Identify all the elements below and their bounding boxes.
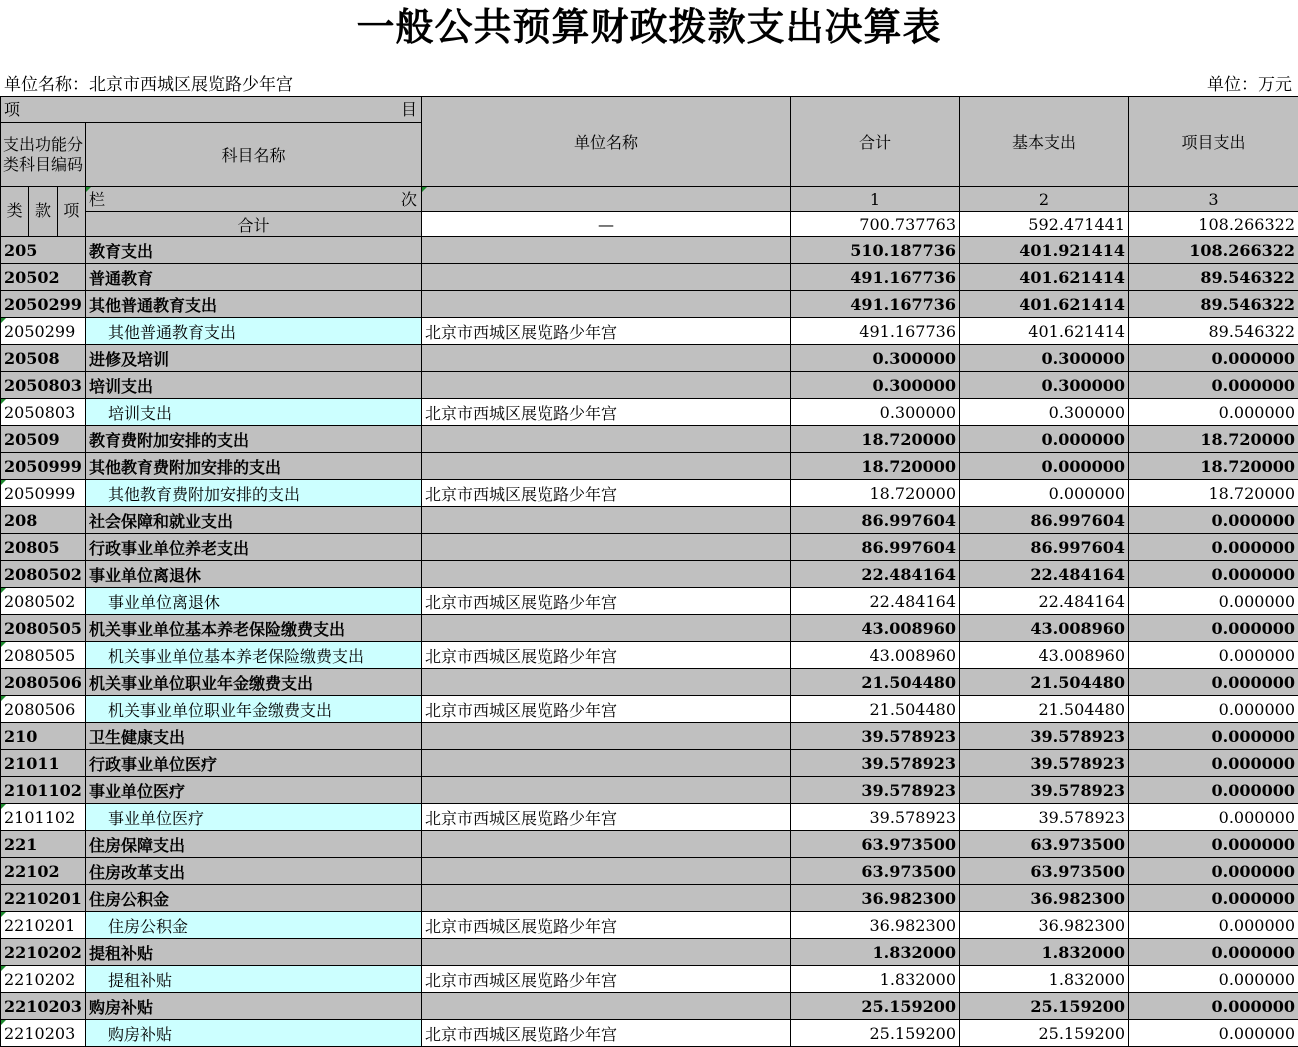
row-unit-name: 北京市西城区展览路少年宫 bbox=[422, 588, 791, 615]
row-subject-name: 社会保障和就业支出 bbox=[86, 507, 422, 534]
header-col-1: 1 bbox=[791, 187, 960, 212]
table-row bbox=[1, 750, 1298, 777]
row-code: 20509 bbox=[1, 426, 86, 453]
row-code: 205 bbox=[1, 237, 86, 264]
row-basic: 86.997604 bbox=[960, 534, 1129, 561]
row-basic: 401.921414 bbox=[960, 237, 1129, 264]
row-basic: 1.832000 bbox=[960, 939, 1129, 966]
row-code: 2101102 bbox=[1, 777, 86, 804]
row-unit-name: 北京市西城区展览路少年宫 bbox=[422, 1020, 791, 1047]
row-code: 21011 bbox=[1, 750, 86, 777]
total-sum: 700.737763 bbox=[791, 212, 960, 237]
row-code: 2080505 bbox=[1, 615, 86, 642]
row-subject-name: 提租补贴 bbox=[86, 939, 422, 966]
row-project: 0.000000 bbox=[1129, 993, 1298, 1020]
row-subject-name: 其他普通教育支出 bbox=[86, 318, 422, 345]
row-basic: 0.300000 bbox=[960, 399, 1129, 426]
row-subject-name: 住房公积金 bbox=[86, 885, 422, 912]
row-project: 108.266322 bbox=[1129, 237, 1298, 264]
row-subject-name: 机关事业单位基本养老保险缴费支出 bbox=[86, 642, 422, 669]
row-basic: 21.504480 bbox=[960, 696, 1129, 723]
row-unit-name bbox=[422, 372, 791, 399]
table-row bbox=[1, 993, 1298, 1020]
row-code: 208 bbox=[1, 507, 86, 534]
row-subject-name: 卫生健康支出 bbox=[86, 723, 422, 750]
row-basic: 401.621414 bbox=[960, 264, 1129, 291]
header-total: 合计 bbox=[791, 97, 960, 187]
table-row bbox=[1, 1020, 1298, 1047]
row-total: 510.187736 bbox=[791, 237, 960, 264]
table-row bbox=[1, 507, 1298, 534]
unit-name-label: 单位名称：北京市西城区展览路少年宫 bbox=[4, 75, 293, 95]
row-code: 2101102 bbox=[1, 804, 86, 831]
row-subject-name: 住房公积金 bbox=[86, 912, 422, 939]
row-subject-name: 购房补贴 bbox=[86, 1020, 422, 1047]
row-total: 18.720000 bbox=[791, 453, 960, 480]
table-row bbox=[1, 615, 1298, 642]
row-code: 2050803 bbox=[1, 399, 86, 426]
table-row bbox=[1, 291, 1298, 318]
row-basic: 39.578923 bbox=[960, 777, 1129, 804]
row-basic: 39.578923 bbox=[960, 804, 1129, 831]
row-unit-name bbox=[422, 291, 791, 318]
header-unit-name: 单位名称 bbox=[422, 97, 791, 187]
header-ci: 次 bbox=[400, 190, 417, 209]
row-subject-name: 其他教育费附加安排的支出 bbox=[86, 480, 422, 507]
row-subject-name: 进修及培训 bbox=[86, 345, 422, 372]
table-row bbox=[1, 723, 1298, 750]
row-code: 221 bbox=[1, 831, 86, 858]
table-row bbox=[1, 939, 1298, 966]
row-unit-name: 北京市西城区展览路少年宫 bbox=[422, 912, 791, 939]
row-unit-name bbox=[422, 939, 791, 966]
row-subject-name: 教育费附加安排的支出 bbox=[86, 426, 422, 453]
total-basic: 592.471441 bbox=[960, 212, 1129, 237]
row-code: 22102 bbox=[1, 858, 86, 885]
row-basic: 0.000000 bbox=[960, 480, 1129, 507]
row-project: 89.546322 bbox=[1129, 291, 1298, 318]
row-subject-name: 提租补贴 bbox=[86, 966, 422, 993]
row-total: 1.832000 bbox=[791, 966, 960, 993]
row-project: 0.000000 bbox=[1129, 777, 1298, 804]
row-code: 2050803 bbox=[1, 372, 86, 399]
header-blank bbox=[422, 187, 791, 212]
row-code: 210 bbox=[1, 723, 86, 750]
row-project: 0.000000 bbox=[1129, 372, 1298, 399]
row-code: 2210202 bbox=[1, 966, 86, 993]
table-row bbox=[1, 912, 1298, 939]
table-row bbox=[1, 696, 1298, 723]
row-total: 491.167736 bbox=[791, 318, 960, 345]
row-project: 0.000000 bbox=[1129, 669, 1298, 696]
row-unit-name bbox=[422, 831, 791, 858]
row-project: 89.546322 bbox=[1129, 264, 1298, 291]
row-subject-name: 购房补贴 bbox=[86, 993, 422, 1020]
row-total: 491.167736 bbox=[791, 264, 960, 291]
row-unit-name bbox=[422, 669, 791, 696]
row-basic: 63.973500 bbox=[960, 831, 1129, 858]
row-basic: 401.621414 bbox=[960, 318, 1129, 345]
row-subject-name: 普通教育 bbox=[86, 264, 422, 291]
row-total: 0.300000 bbox=[791, 399, 960, 426]
row-basic: 25.159200 bbox=[960, 1020, 1129, 1047]
row-project: 0.000000 bbox=[1129, 804, 1298, 831]
row-total: 43.008960 bbox=[791, 615, 960, 642]
header-code: 支出功能分类科目编码 bbox=[1, 123, 86, 187]
row-unit-name: 北京市西城区展览路少年宫 bbox=[422, 318, 791, 345]
row-unit-name bbox=[422, 777, 791, 804]
row-project: 0.000000 bbox=[1129, 1020, 1298, 1047]
row-project: 0.000000 bbox=[1129, 831, 1298, 858]
row-code: 20508 bbox=[1, 345, 86, 372]
table-row bbox=[1, 453, 1298, 480]
row-total: 86.997604 bbox=[791, 534, 960, 561]
row-unit-name bbox=[422, 750, 791, 777]
table-row bbox=[1, 480, 1298, 507]
row-subject-name: 事业单位离退休 bbox=[86, 588, 422, 615]
row-subject-name: 机关事业单位职业年金缴费支出 bbox=[86, 669, 422, 696]
row-basic: 0.000000 bbox=[960, 453, 1129, 480]
header-project: 项目支出 bbox=[1129, 97, 1298, 187]
table-row bbox=[1, 804, 1298, 831]
row-unit-name: 北京市西城区展览路少年宫 bbox=[422, 642, 791, 669]
header-lan-ci bbox=[86, 187, 422, 212]
row-code: 2080506 bbox=[1, 696, 86, 723]
header-lan: 栏 bbox=[89, 190, 106, 209]
row-code: 2210201 bbox=[1, 885, 86, 912]
row-project: 89.546322 bbox=[1129, 318, 1298, 345]
row-code: 2210202 bbox=[1, 939, 86, 966]
header-col-2: 2 bbox=[960, 187, 1129, 212]
row-unit-name bbox=[422, 453, 791, 480]
row-total: 39.578923 bbox=[791, 723, 960, 750]
row-total: 25.159200 bbox=[791, 993, 960, 1020]
row-project: 18.720000 bbox=[1129, 453, 1298, 480]
table-row bbox=[1, 777, 1298, 804]
row-subject-name: 住房改革支出 bbox=[86, 858, 422, 885]
row-project: 0.000000 bbox=[1129, 885, 1298, 912]
table-row bbox=[1, 318, 1298, 345]
row-project: 0.000000 bbox=[1129, 750, 1298, 777]
row-subject-name: 其他普通教育支出 bbox=[86, 291, 422, 318]
row-basic: 22.484164 bbox=[960, 561, 1129, 588]
row-unit-name bbox=[422, 615, 791, 642]
row-total: 21.504480 bbox=[791, 696, 960, 723]
row-code: 2210201 bbox=[1, 912, 86, 939]
header-col-3: 3 bbox=[1129, 187, 1298, 212]
table-row bbox=[1, 264, 1298, 291]
row-project: 0.000000 bbox=[1129, 642, 1298, 669]
row-code: 2050999 bbox=[1, 453, 86, 480]
row-code: 2080505 bbox=[1, 642, 86, 669]
row-subject-name: 行政事业单位医疗 bbox=[86, 750, 422, 777]
row-project: 0.000000 bbox=[1129, 534, 1298, 561]
total-label: 合计 bbox=[86, 212, 422, 237]
row-project: 0.000000 bbox=[1129, 345, 1298, 372]
header-basic: 基本支出 bbox=[960, 97, 1129, 187]
budget-table bbox=[0, 96, 1298, 1047]
row-project: 0.000000 bbox=[1129, 588, 1298, 615]
row-basic: 36.982300 bbox=[960, 885, 1129, 912]
row-unit-name: 北京市西城区展览路少年宫 bbox=[422, 399, 791, 426]
row-basic: 43.008960 bbox=[960, 615, 1129, 642]
row-total: 86.997604 bbox=[791, 507, 960, 534]
row-code: 2210203 bbox=[1, 993, 86, 1020]
row-project: 0.000000 bbox=[1129, 507, 1298, 534]
row-unit-name bbox=[422, 885, 791, 912]
row-basic: 0.300000 bbox=[960, 345, 1129, 372]
row-total: 39.578923 bbox=[791, 777, 960, 804]
row-project: 18.720000 bbox=[1129, 426, 1298, 453]
row-total: 0.300000 bbox=[791, 345, 960, 372]
row-subject-name: 事业单位离退休 bbox=[86, 561, 422, 588]
row-total: 39.578923 bbox=[791, 750, 960, 777]
row-total: 1.832000 bbox=[791, 939, 960, 966]
header-xiang-mu bbox=[1, 97, 422, 123]
table-row bbox=[1, 588, 1298, 615]
row-basic: 63.973500 bbox=[960, 858, 1129, 885]
total-unit: — bbox=[422, 212, 791, 237]
table-row bbox=[1, 345, 1298, 372]
page-title: 一般公共预算财政拨款支出决算表 bbox=[356, 5, 942, 49]
row-subject-name: 住房保障支出 bbox=[86, 831, 422, 858]
row-subject-name: 培训支出 bbox=[86, 399, 422, 426]
row-basic: 39.578923 bbox=[960, 723, 1129, 750]
row-total: 36.982300 bbox=[791, 885, 960, 912]
row-total: 18.720000 bbox=[791, 480, 960, 507]
table-row bbox=[1, 858, 1298, 885]
row-basic: 1.832000 bbox=[960, 966, 1129, 993]
row-unit-name: 北京市西城区展览路少年宫 bbox=[422, 804, 791, 831]
total-row bbox=[1, 212, 1298, 237]
row-project: 0.000000 bbox=[1129, 858, 1298, 885]
row-code: 2050999 bbox=[1, 480, 86, 507]
row-unit-name: 北京市西城区展览路少年宫 bbox=[422, 480, 791, 507]
table-row bbox=[1, 561, 1298, 588]
table-row bbox=[1, 831, 1298, 858]
row-total: 43.008960 bbox=[791, 642, 960, 669]
row-subject-name: 机关事业单位职业年金缴费支出 bbox=[86, 696, 422, 723]
row-subject-name: 其他教育费附加安排的支出 bbox=[86, 453, 422, 480]
table-row bbox=[1, 426, 1298, 453]
header-lei-kuan-xiang bbox=[1, 187, 86, 237]
row-project: 0.000000 bbox=[1129, 966, 1298, 993]
row-unit-name: 北京市西城区展览路少年宫 bbox=[422, 696, 791, 723]
row-code: 2080502 bbox=[1, 561, 86, 588]
row-unit-name bbox=[422, 345, 791, 372]
row-code: 20805 bbox=[1, 534, 86, 561]
row-total: 22.484164 bbox=[791, 561, 960, 588]
row-total: 39.578923 bbox=[791, 804, 960, 831]
row-total: 25.159200 bbox=[791, 1020, 960, 1047]
header-xiang: 项 bbox=[4, 100, 21, 119]
header-mu: 目 bbox=[400, 100, 417, 119]
row-basic: 43.008960 bbox=[960, 642, 1129, 669]
row-basic: 401.621414 bbox=[960, 291, 1129, 318]
row-total: 21.504480 bbox=[791, 669, 960, 696]
total-project: 108.266322 bbox=[1129, 212, 1298, 237]
row-basic: 39.578923 bbox=[960, 750, 1129, 777]
table-row bbox=[1, 669, 1298, 696]
row-total: 491.167736 bbox=[791, 291, 960, 318]
table-row bbox=[1, 642, 1298, 669]
row-project: 0.000000 bbox=[1129, 912, 1298, 939]
row-project: 0.000000 bbox=[1129, 696, 1298, 723]
row-code: 2080506 bbox=[1, 669, 86, 696]
row-project: 0.000000 bbox=[1129, 561, 1298, 588]
row-code: 2210203 bbox=[1, 1020, 86, 1047]
row-basic: 36.982300 bbox=[960, 912, 1129, 939]
header-xiang2: 项 bbox=[63, 201, 80, 220]
row-code: 20502 bbox=[1, 264, 86, 291]
row-total: 18.720000 bbox=[791, 426, 960, 453]
row-project: 0.000000 bbox=[1129, 615, 1298, 642]
row-project: 0.000000 bbox=[1129, 939, 1298, 966]
row-project: 18.720000 bbox=[1129, 480, 1298, 507]
row-total: 63.973500 bbox=[791, 831, 960, 858]
row-unit-name bbox=[422, 723, 791, 750]
row-basic: 22.484164 bbox=[960, 588, 1129, 615]
row-total: 63.973500 bbox=[791, 858, 960, 885]
row-code: 2050299 bbox=[1, 291, 86, 318]
row-subject-name: 培训支出 bbox=[86, 372, 422, 399]
row-total: 22.484164 bbox=[791, 588, 960, 615]
row-subject-name: 教育支出 bbox=[86, 237, 422, 264]
row-total: 36.982300 bbox=[791, 912, 960, 939]
table-row bbox=[1, 399, 1298, 426]
row-project: 0.000000 bbox=[1129, 399, 1298, 426]
row-subject-name: 事业单位医疗 bbox=[86, 804, 422, 831]
header-subject-name: 科目名称 bbox=[86, 123, 422, 187]
table-row bbox=[1, 966, 1298, 993]
row-basic: 0.300000 bbox=[960, 372, 1129, 399]
row-unit-name: 北京市西城区展览路少年宫 bbox=[422, 966, 791, 993]
row-basic: 0.000000 bbox=[960, 426, 1129, 453]
row-unit-name bbox=[422, 534, 791, 561]
row-unit-name bbox=[422, 858, 791, 885]
row-project: 0.000000 bbox=[1129, 723, 1298, 750]
row-unit-name bbox=[422, 426, 791, 453]
row-basic: 86.997604 bbox=[960, 507, 1129, 534]
currency-unit-label: 单位：万元 bbox=[1207, 75, 1292, 95]
row-unit-name bbox=[422, 264, 791, 291]
row-subject-name: 行政事业单位养老支出 bbox=[86, 534, 422, 561]
table-row bbox=[1, 237, 1298, 264]
header-lei: 类 bbox=[1, 187, 29, 236]
row-unit-name bbox=[422, 507, 791, 534]
row-unit-name bbox=[422, 237, 791, 264]
row-basic: 21.504480 bbox=[960, 669, 1129, 696]
row-code: 2080502 bbox=[1, 588, 86, 615]
row-total: 0.300000 bbox=[791, 372, 960, 399]
row-subject-name: 机关事业单位基本养老保险缴费支出 bbox=[86, 615, 422, 642]
row-unit-name bbox=[422, 993, 791, 1020]
row-unit-name bbox=[422, 561, 791, 588]
table-row bbox=[1, 534, 1298, 561]
row-code: 2050299 bbox=[1, 318, 86, 345]
table-row bbox=[1, 885, 1298, 912]
table-row bbox=[1, 372, 1298, 399]
row-basic: 25.159200 bbox=[960, 993, 1129, 1020]
header-kuan: 款 bbox=[29, 187, 57, 236]
row-subject-name: 事业单位医疗 bbox=[86, 777, 422, 804]
